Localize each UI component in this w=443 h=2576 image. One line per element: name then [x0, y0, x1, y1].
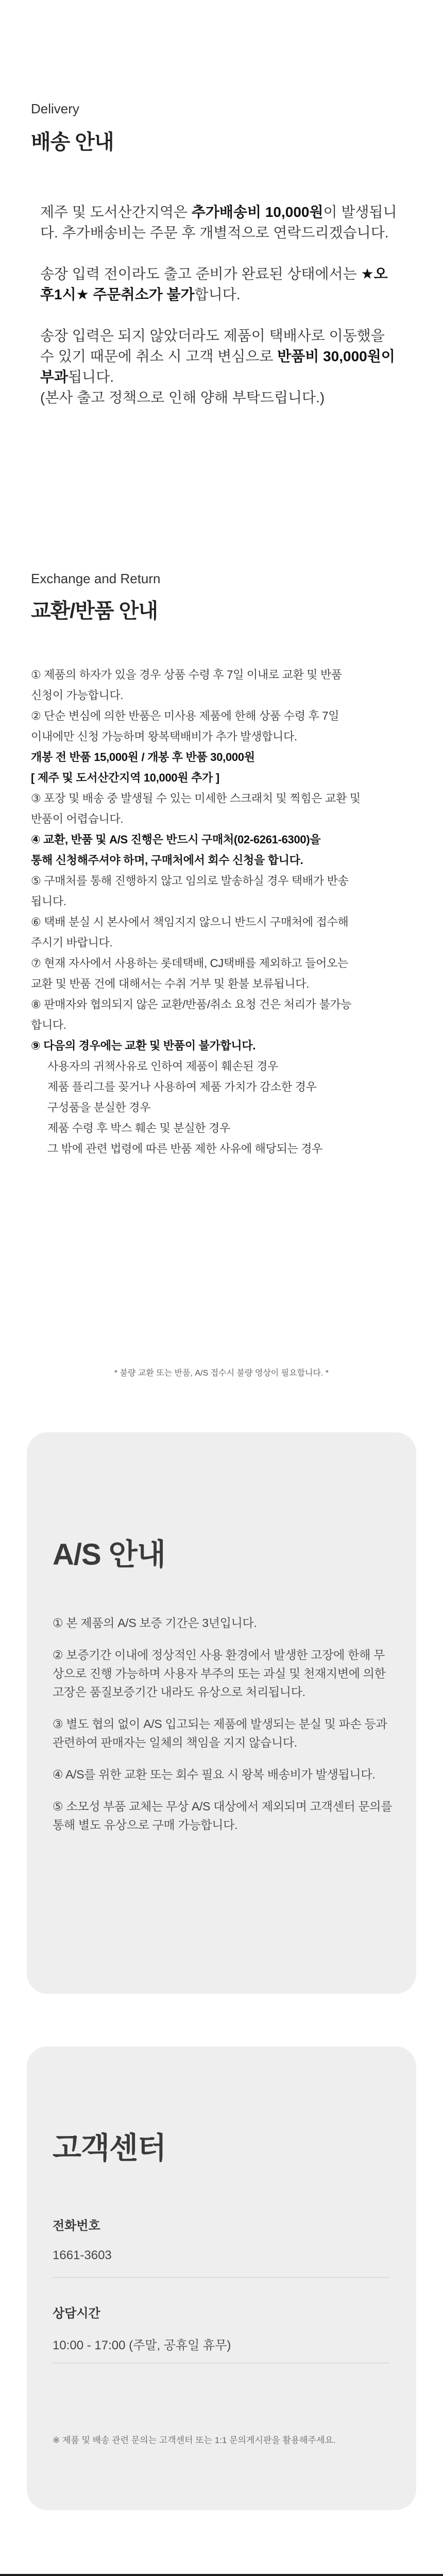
as-item: ② 보증기간 이내에 정상적인 사용 환경에서 발생한 고장에 한해 무상으로 진행 가능하며 사용자 부주의 또는 과실 및 천재지변에 의한 고장은 품질보증기간 내라도 유상으로 처리됩니다.: [53, 1648, 386, 1699]
exchange-policy-line: ② 단순 변심에 의한 반품은 미사용 제품에 한해 상품 수령 후 7일: [31, 709, 339, 722]
exchange-policy-line: [ 제주 및 도서산간지역 10,000원 추가 ]: [31, 771, 219, 784]
exchange-policy-line: 신청이 가능합니다.: [31, 689, 124, 702]
exchange-policy-line: ④ 교환, 반품 및 A/S 진행은 반드시 구매처(02-6261-6300)을: [31, 833, 321, 846]
exchange-policy-line: 제품 플리그를 꽂거나 사용하여 제품 가치가 감소한 경우: [47, 1080, 317, 1093]
delivery-section: [0, 0, 443, 556]
as-card: [27, 1432, 416, 1994]
exchange-policy-line: ⑧ 판매자와 협의되지 않은 교환/반품/취소 요청 건은 처리가 불가능: [31, 998, 352, 1011]
customer-center-note: ※ 제품 및 배송 관련 문의는 고객센터 또는 1:1 문의게시판을 활용해주세요.: [53, 2435, 336, 2445]
exchange-policy-line: 이내에만 신청 가능하며 왕복택배비가 추가 발생합니다.: [31, 730, 297, 743]
delivery-paragraph-3: 송장 입력은 되지 않았더라도 제품이 택배사로 이동했을 수 있기 때문에 취소 시 고객 변심으로 반품비 30,000원이 부과됩니다. (본사 출고 정책으로 인해 양해 부탁드립니다.): [40, 328, 395, 405]
customer-center-card: [27, 2046, 416, 2510]
exchange-policy-line: 구성품을 분실한 경우: [47, 1101, 151, 1114]
hours-label: 상담시간: [53, 2307, 100, 2320]
exchange-policy-line: ⑥ 택배 분실 시 본사에서 책임지지 않으니 반드시 구매처에 접수해: [31, 916, 349, 928]
phone-label: 전화번호: [53, 2219, 100, 2233]
exchange-section: [0, 556, 443, 1432]
delivery-body: [40, 202, 401, 429]
exchange-eyebrow: Exchange and Return: [31, 571, 161, 586]
exchange-policy-line: ⑨ 다음의 경우에는 교환 및 반품이 불가합니다.: [31, 1039, 256, 1052]
exchange-policy-line: 그 밖에 관련 법령에 따른 반품 제한 사유에 해당되는 경우: [47, 1142, 323, 1155]
delivery-title: 배송 안내: [31, 131, 114, 154]
exchange-policy-line: 주시기 바랍니다.: [31, 936, 113, 949]
hours-value: 10:00 - 17:00 (주말, 공휴일 휴무): [53, 2338, 231, 2352]
divider: [53, 2277, 389, 2278]
exchange-policy-line: 합니다.: [31, 1019, 66, 1031]
exchange-policy-line: 통해 신청해주셔야 하며, 구매처에서 회수 신청을 합니다.: [31, 854, 303, 867]
exchange-policy-list: [31, 665, 418, 1159]
exchange-policy-line: ① 제품의 하자가 있을 경우 상품 수령 후 7일 이내로 교환 및 반품: [31, 668, 342, 681]
customer-center-title: 고객센터: [53, 2131, 166, 2165]
exchange-policy-line: 사용자의 귀책사유로 인하여 제품이 훼손된 경우: [47, 1060, 279, 1073]
exchange-policy-line: 반품이 어렵습니다.: [31, 812, 124, 825]
delivery-paragraph-2: 송장 입력 전이라도 출고 준비가 완료된 상태에서는 ★오후1시★ 주문취소가 불가합니다.: [40, 266, 388, 302]
as-item: ① 본 제품의 A/S 보증 기간은 3년입니다.: [53, 1616, 257, 1630]
delivery-paragraph-1: 제주 및 도서산간지역은 추가배송비 10,000원이 발생됩니다. 추가배송비는 주문 후 개별적으로 연락드리겠습니다.: [40, 204, 397, 241]
as-item: ⑤ 소모성 부품 교체는 무상 A/S 대상에서 제외되며 고객센터 문의를 통해 별도 유상으로 구매 가능합니다.: [53, 1800, 393, 1832]
delivery-eyebrow: Delivery: [31, 101, 79, 116]
as-title: A/S 안내: [53, 1538, 165, 1571]
exchange-title: 교환/반품 안내: [31, 600, 158, 622]
notice-banner: [0, 2574, 443, 2576]
exchange-policy-line: 교환 및 반품 건에 대해서는 수취 거부 및 환불 보류됩니다.: [31, 977, 310, 990]
as-list: [53, 1614, 393, 1848]
as-item: ③ 별도 협의 없이 A/S 입고되는 제품에 발생되는 분실 및 파손 등과 관련하여 판매자는 일체의 책임을 지지 않습니다.: [53, 1717, 387, 1749]
exchange-policy-line: 됩니다.: [31, 895, 66, 908]
exchange-policy-line: 제품 수령 후 박스 훼손 및 분실한 경우: [47, 1122, 230, 1134]
exchange-policy-line: ⑤ 구매처를 통해 진행하지 않고 임의로 발송하실 경우 택배가 반송: [31, 874, 349, 887]
exchange-footnote: * 불량 교환 또는 반품, A/S 접수시 불량 영상이 필요합니다. *: [114, 1369, 329, 1378]
as-item: ④ A/S를 위한 교환 또는 회수 필요 시 왕복 배송비가 발생됩니다.: [53, 1768, 376, 1781]
phone-number[interactable]: 1661-3603: [53, 2248, 112, 2262]
exchange-policy-line: ③ 포장 및 배송 중 발생될 수 있는 미세한 스크래치 및 찍힘은 교환 및: [31, 792, 361, 805]
exchange-policy-line: ⑦ 현재 자사에서 사용하는 롯데택배, CJ택배를 제외하고 들어오는: [31, 957, 349, 970]
exchange-policy-line: 개봉 전 반품 15,000원 / 개봉 후 반품 30,000원: [31, 751, 255, 764]
